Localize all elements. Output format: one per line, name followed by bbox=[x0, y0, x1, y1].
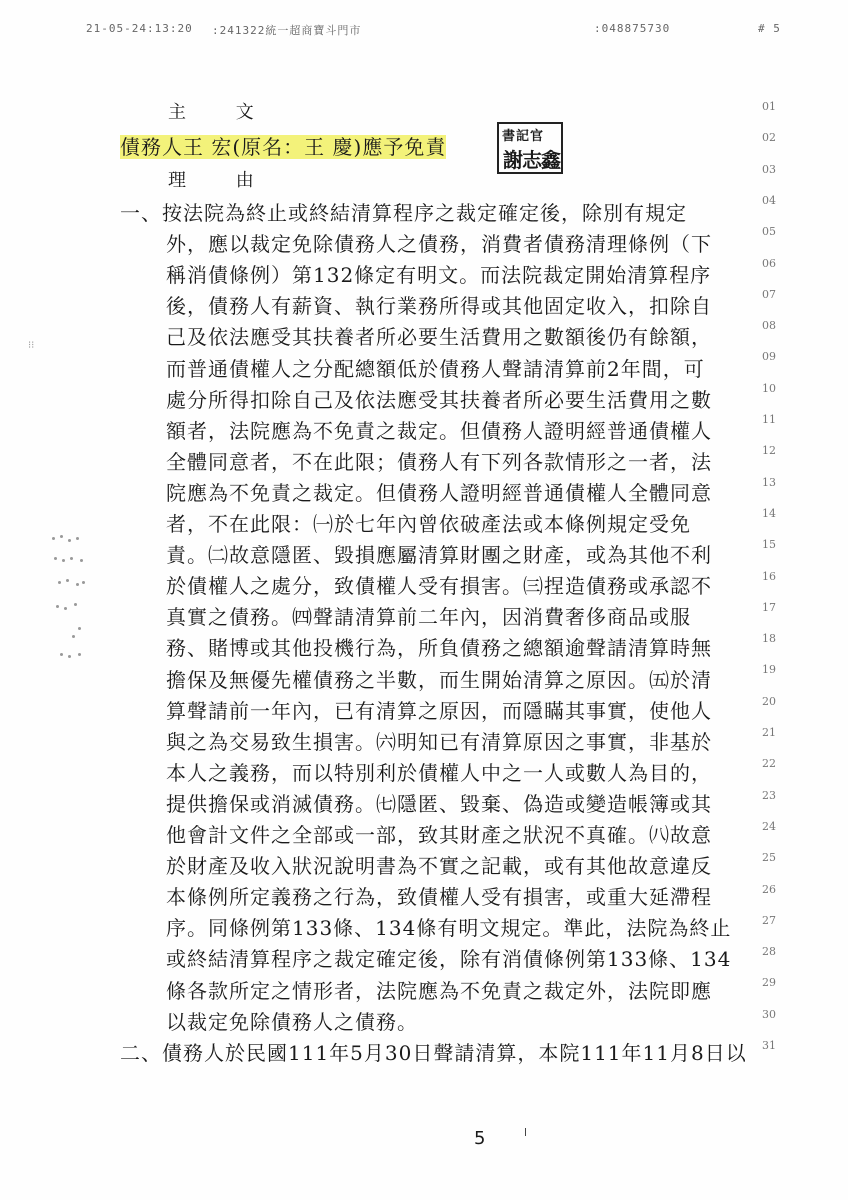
body-line: 真實之債務。㈣聲請清算前二年內，因消費奢侈商品或服 bbox=[166, 605, 691, 629]
line-number: 15 bbox=[762, 538, 776, 551]
scan-dot bbox=[56, 605, 59, 608]
scan-dot bbox=[60, 653, 63, 656]
line-number: 13 bbox=[762, 476, 776, 489]
margin-mark: ⁝⁝ bbox=[28, 340, 35, 351]
body-line: 或終結清算程序之裁定確定後，除有消債條例第133條、134 bbox=[166, 947, 732, 971]
line-number: 06 bbox=[762, 257, 776, 270]
body-line: 算聲請前一年內，已有清算之原因，而隱瞞其事實，使他人 bbox=[166, 699, 712, 723]
scan-dot bbox=[62, 559, 65, 562]
page-tick bbox=[525, 1128, 526, 1136]
line-number: 09 bbox=[762, 350, 776, 363]
line-number: 26 bbox=[762, 883, 776, 896]
ruling-name: 債務人王 宏(原名：王 慶) bbox=[120, 135, 363, 159]
body-line: 於債權人之處分，致債權人受有損害。㈢捏造債務或承認不 bbox=[166, 574, 712, 598]
page-number: 5 bbox=[474, 1128, 486, 1149]
body-line: 二、債務人於民國111年5月30日聲請清算，本院111年11月8日以 bbox=[120, 1041, 747, 1065]
line-number: 23 bbox=[762, 789, 776, 802]
line-number: 18 bbox=[762, 632, 776, 645]
body-line: 責。㈡故意隱匿、毀損應屬清算財團之財產，或為其他不利 bbox=[166, 543, 712, 567]
scan-dot bbox=[66, 579, 69, 582]
line-number: 28 bbox=[762, 945, 776, 958]
body-line: 擔保及無優先權債務之半數，而生開始清算之原因。㈤於清 bbox=[166, 668, 712, 692]
stamp-title: 書記官 bbox=[502, 129, 545, 144]
body-line: 後，債務人有薪資、執行業務所得或其他固定收入，扣除自 bbox=[166, 294, 712, 318]
clerk-stamp bbox=[497, 122, 563, 174]
line-number: 14 bbox=[762, 507, 776, 520]
body-line: 務、賭博或其他投機行為，所負債務之總額逾聲請清算時無 bbox=[166, 636, 712, 660]
scan-dot bbox=[80, 559, 83, 562]
fax-datetime: 21-05-24:13:20 bbox=[86, 22, 193, 35]
stamp-name: 謝志鑫 bbox=[503, 148, 560, 172]
scan-dot bbox=[76, 583, 79, 586]
line-number: 02 bbox=[762, 131, 776, 144]
line-number: 05 bbox=[762, 225, 776, 238]
scan-dot bbox=[64, 607, 67, 610]
scan-dot bbox=[70, 557, 73, 560]
fax-sender: :241322統一超商寶斗門市 bbox=[212, 24, 362, 37]
line-number: 01 bbox=[762, 100, 776, 113]
ruling-line bbox=[120, 131, 446, 160]
scan-dot bbox=[76, 537, 79, 540]
line-number: 20 bbox=[762, 695, 776, 708]
scan-dot bbox=[58, 581, 61, 584]
line-number: 07 bbox=[762, 288, 776, 301]
fax-page: # 5 bbox=[758, 22, 781, 35]
body-line: 於財產及收入狀況說明書為不實之記載，或有其他故意違反 bbox=[166, 854, 712, 878]
heading-reason: 理 由 bbox=[168, 170, 276, 191]
line-number: 08 bbox=[762, 319, 776, 332]
body-line: 提供擔保或消滅債務。㈦隱匿、毀棄、偽造或變造帳簿或其 bbox=[166, 792, 712, 816]
line-number: 27 bbox=[762, 914, 776, 927]
scan-dot bbox=[74, 603, 77, 606]
line-number: 11 bbox=[762, 413, 776, 426]
line-number: 17 bbox=[762, 601, 776, 614]
line-number: 29 bbox=[762, 976, 776, 989]
line-number: 19 bbox=[762, 663, 776, 676]
scan-dot bbox=[52, 537, 55, 540]
line-number: 22 bbox=[762, 757, 776, 770]
line-number: 25 bbox=[762, 851, 776, 864]
ruling-tail: 應予免責 bbox=[362, 135, 447, 159]
scan-dot bbox=[78, 653, 81, 656]
scan-dot bbox=[72, 635, 75, 638]
line-number: 21 bbox=[762, 726, 776, 739]
body-line: 一、按法院為終止或終結清算程序之裁定確定後，除別有規定 bbox=[120, 201, 687, 225]
body-line: 處分所得扣除自己及依法應受其扶養者所必要生活費用之數 bbox=[166, 388, 712, 412]
body-line: 外，應以裁定免除債務人之債務，消費者債務清理條例（下 bbox=[166, 232, 712, 256]
scan-dot bbox=[68, 539, 71, 542]
fax-number: :048875730 bbox=[594, 22, 671, 35]
scan-dot bbox=[82, 581, 85, 584]
scan-dot bbox=[60, 535, 63, 538]
body-line: 序。同條例第133條、134條有明文規定。準此，法院為終止 bbox=[166, 916, 732, 940]
line-number: 03 bbox=[762, 163, 776, 176]
scan-dot bbox=[54, 557, 57, 560]
line-number: 04 bbox=[762, 194, 776, 207]
body-line: 額者，法院應為不免責之裁定。但債務人證明經普通債權人 bbox=[166, 419, 712, 443]
body-line: 者，不在此限：㈠於七年內曾依破產法或本條例規定受免 bbox=[166, 512, 691, 536]
body-line: 本條例所定義務之行為，致債權人受有損害，或重大延滯程 bbox=[166, 885, 712, 909]
line-number: 31 bbox=[762, 1039, 776, 1052]
body-line: 本人之義務，而以特別利於債權人中之一人或數人為目的， bbox=[166, 761, 712, 785]
body-line: 全體同意者，不在此限；債務人有下列各款情形之一者，法 bbox=[166, 450, 712, 474]
body-line: 以裁定免除債務人之債務。 bbox=[166, 1010, 418, 1034]
line-number: 24 bbox=[762, 820, 776, 833]
line-number: 10 bbox=[762, 382, 776, 395]
line-number: 12 bbox=[762, 444, 776, 457]
line-number: 30 bbox=[762, 1008, 776, 1021]
body-line: 而普通債權人之分配總額低於債務人聲請清算前2年間，可 bbox=[166, 357, 705, 381]
body-line: 條各款所定之情形者，法院應為不免責之裁定外，法院即應 bbox=[166, 979, 712, 1003]
line-number: 16 bbox=[762, 570, 776, 583]
scan-dot bbox=[78, 627, 81, 630]
scan-dot bbox=[68, 655, 71, 658]
body-line: 稱消債條例）第132條定有明文。而法院裁定開始清算程序 bbox=[166, 263, 712, 287]
scan-marks bbox=[52, 535, 92, 665]
body-line: 己及依法應受其扶養者所必要生活費用之數額後仍有餘額， bbox=[166, 325, 712, 349]
body-line: 他會計文件之全部或一部，致其財產之狀況不真確。㈧故意 bbox=[166, 823, 712, 847]
body-line: 院應為不免責之裁定。但債務人證明經普通債權人全體同意 bbox=[166, 481, 712, 505]
body-line: 與之為交易致生損害。㈥明知已有清算原因之事實，非基於 bbox=[166, 730, 712, 754]
heading-main: 主 文 bbox=[168, 102, 276, 123]
